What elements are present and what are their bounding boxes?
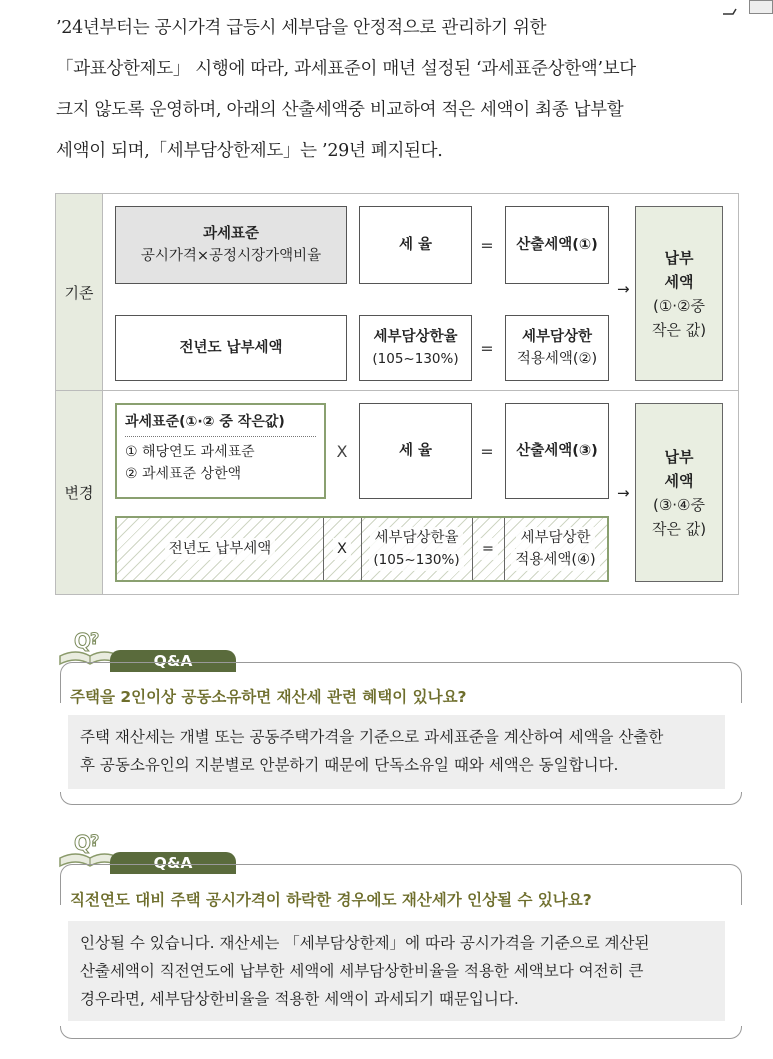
intro-line: 「과표상한제도」 시행에 따라, 과세표준이 매년 설정된 ‘과세표준상한액’보다: [56, 59, 636, 79]
changed-arrow-icon: →: [617, 484, 630, 502]
existing-equals-1: =: [480, 236, 494, 255]
qa-frame-bottom: [60, 1026, 742, 1039]
changed-cap-applied-1: 세부담상한: [516, 527, 594, 549]
changed-tax-base-box: [115, 403, 326, 499]
changed-tax-base-title: 과세표준(①·② 중 작은값): [125, 411, 316, 437]
qa-answer-line: 산출세액이 직전연도에 납부한 세액에 세부담상한비율을 적용한 세액보다 여전히 큰: [80, 962, 644, 980]
existing-cap-applied-box: [505, 315, 609, 381]
changed-equals-cell: [472, 518, 504, 580]
svg-text:Q: Q: [74, 629, 92, 653]
changed-pay-3: (③·④중: [652, 495, 705, 514]
qa-tab: Q&A: [110, 852, 236, 874]
existing-tax-base-formula: 공시가격×공정시장가액비율: [140, 248, 322, 264]
changed-cap-applied-cell: [504, 518, 607, 580]
changed-equals-1: =: [480, 442, 494, 461]
existing-pay-box: [635, 206, 723, 381]
changed-times-1: X: [336, 442, 348, 461]
changed-pay-4: 작은 값): [651, 519, 707, 538]
changed-rate-box: [359, 403, 472, 499]
intro-paragraph: [56, 8, 746, 172]
tax-comparison-diagram: [55, 193, 739, 595]
changed-cap-rate-cell: [361, 518, 472, 580]
qa-question: 직전연도 대비 주택 공시가격이 하락한 경우에도 재산세가 인상될 수 있나요?: [70, 891, 592, 909]
existing-pay-3: (①·②중: [652, 296, 705, 315]
changed-cap-rate: 세부담상한율: [370, 527, 462, 549]
qa-answer-line: 인상될 수 있습니다. 재산세는 「세부담상한제」에 따라 공시가격을 기준으로 계산된: [80, 934, 650, 952]
qa-tab: Q&A: [110, 650, 236, 672]
svg-text:?: ?: [90, 831, 100, 850]
svg-text:?: ?: [90, 629, 100, 648]
qa-answer: [68, 715, 725, 789]
existing-cap-rate: 세부담상한율: [373, 329, 458, 345]
intro-line: 크지 않도록 운영하며, 아래의 산출세액중 비교하여 적은 세액이 최종 납부할: [56, 100, 624, 120]
existing-prev-tax: 전년도 납부세액: [179, 340, 283, 356]
changed-calc-tax: 산출세액(③): [516, 443, 598, 459]
existing-cap-rate-range: (105~130%): [372, 351, 459, 367]
changed-times-cell: [323, 518, 361, 580]
existing-pay-4: 작은 값): [651, 320, 707, 339]
svg-text:Q: Q: [74, 831, 92, 855]
changed-rate: 세 율: [398, 443, 433, 459]
row-divider: [56, 390, 738, 391]
changed-pay-1: 납부: [664, 447, 694, 466]
changed-prev-tax-cell: [117, 518, 323, 580]
changed-cap-applied-2: 적용세액(④): [511, 549, 599, 571]
existing-tax-base-title: 과세표준: [202, 226, 260, 242]
changed-pay-box: [635, 403, 723, 582]
existing-label: 기존: [56, 194, 103, 390]
existing-pay-1: 납부: [664, 248, 694, 267]
changed-cap-rate-range: (105~130%): [369, 549, 463, 571]
changed-tax-base-opt1: ① 해당연도 과세표준: [125, 444, 255, 460]
changed-equals-2: =: [478, 538, 498, 560]
existing-calc-tax-box: [505, 206, 609, 284]
existing-rate-box: [359, 206, 472, 284]
existing-calc-tax: 산출세액(①): [516, 237, 598, 253]
existing-prev-tax-box: [115, 315, 347, 381]
existing-cap-applied-2: 적용세액(②): [516, 351, 598, 367]
changed-prev-tax-row: [115, 516, 609, 582]
changed-times-2: X: [333, 538, 351, 560]
changed-label: 변경: [56, 391, 103, 594]
corner-stamp-icon: [749, 0, 773, 14]
intro-line: ’24년부터는 공시가격 급등시 세부담을 안정적으로 관리하기 위한: [56, 18, 547, 38]
qa-answer: [68, 921, 725, 1021]
qa-answer-line: 주택 재산세는 개별 또는 공동주택가격을 기준으로 과세표준을 계산하여 세액을 산출한: [80, 728, 664, 746]
changed-calc-tax-box: [505, 403, 609, 499]
qa-answer-line: 후 공동소유인의 지분별로 안분하기 때문에 단독소유일 때와 세액은 동일합니다.: [80, 756, 619, 774]
existing-cap-applied-1: 세부담상한: [521, 329, 593, 345]
existing-rate: 세 율: [398, 237, 433, 253]
qa-frame-bottom: [60, 792, 742, 805]
corner-arrow-icon: [723, 0, 737, 8]
changed-tax-base-opt2: ② 과세표준 상한액: [125, 466, 242, 482]
qa-question: 주택을 2인이상 공동소유하면 재산세 관련 혜택이 있나요?: [70, 688, 467, 706]
changed-pay-2: 세액: [664, 471, 694, 490]
existing-arrow-icon: →: [617, 280, 630, 298]
qa-answer-line: 경우라면, 세부담상한비율을 적용한 세액이 과세되기 때문입니다.: [80, 990, 519, 1008]
changed-prev-tax: 전년도 납부세액: [165, 538, 276, 560]
existing-tax-base-box: [115, 206, 347, 284]
existing-equals-2: =: [480, 339, 494, 358]
intro-line: 세액이 되며,「세부담상한제도」는 ’29년 폐지된다.: [56, 141, 443, 161]
existing-cap-rate-box: [359, 315, 472, 381]
existing-pay-2: 세액: [664, 272, 694, 291]
